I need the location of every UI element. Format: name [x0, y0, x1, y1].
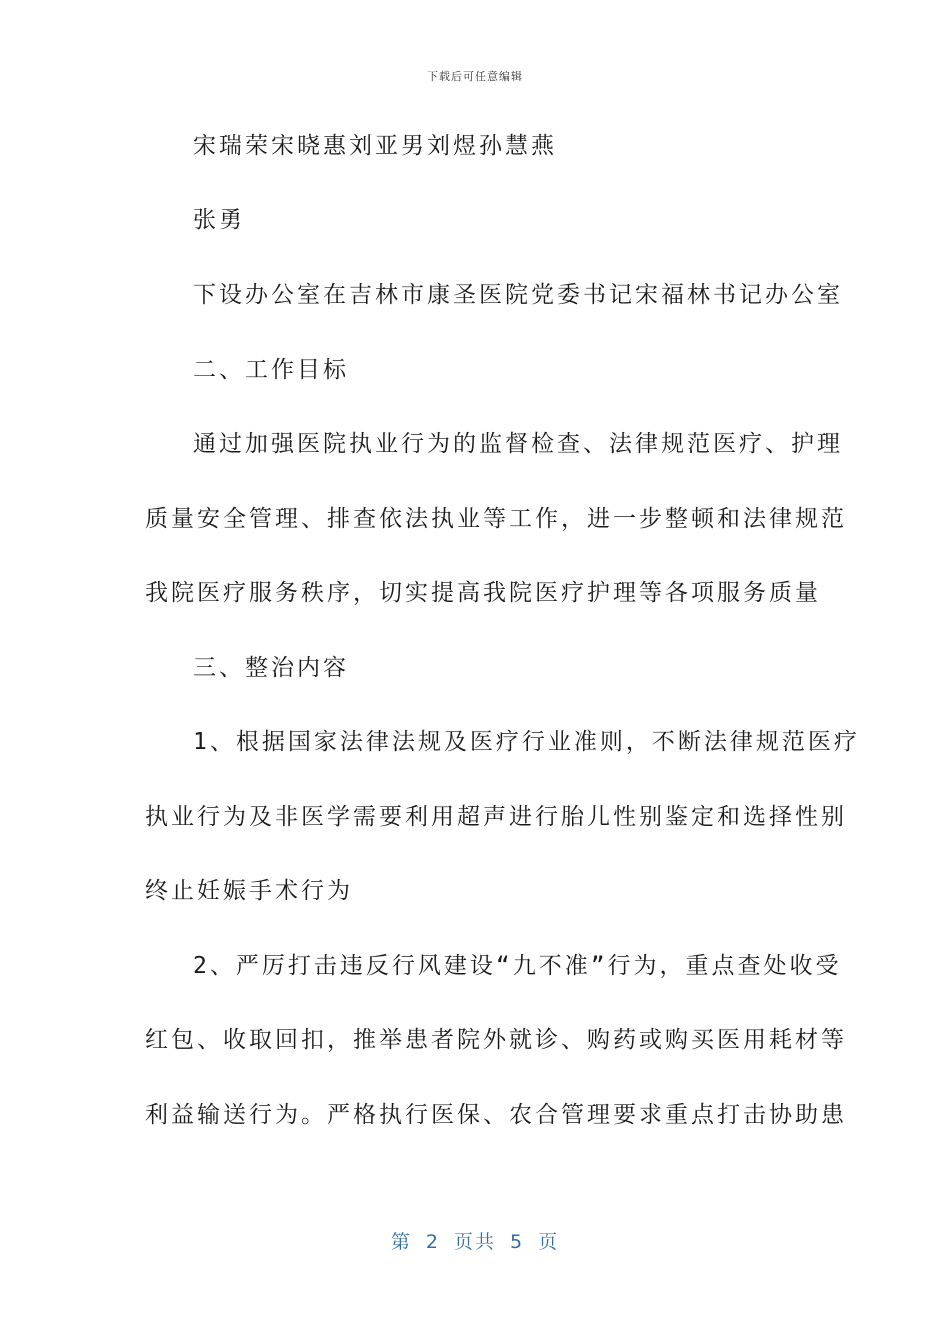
page-prefix: 第 [390, 1231, 412, 1253]
paragraph-line: 通过加强医院执业行为的监督检查、法律规范医疗、护理 [193, 431, 843, 457]
paragraph-line: 我院医疗服务秩序，切实提高我院医疗护理等各项服务质量 [145, 580, 821, 606]
paragraph-line: 终止妊娠手术行为 [145, 878, 353, 904]
paragraph-line: 红包、收取回扣，推举患者院外就诊、购药或购买医用耗材等 [145, 1027, 847, 1053]
page-mid: 页共 [453, 1231, 496, 1253]
paragraph-line: 质量安全管理、排查依法执业等工作，进一步整顿和法律规范 [145, 506, 847, 532]
paragraph-line: 宋瑞荣宋晓惠刘亚男刘煜孙慧燕 [193, 133, 557, 159]
paragraph-line: 下设办公室在吉林市康圣医院党委书记宋福林书记办公室 [193, 282, 843, 308]
section-heading: 二、工作目标 [193, 357, 349, 383]
header-note: 下载后可任意编辑 [427, 70, 523, 83]
paragraph-line: 2、严厉打击违反行风建设“九不准”行为，重点查处收受 [193, 953, 842, 979]
paragraph-line: 执业行为及非医学需要利用超声进行胎儿性别鉴定和选择性别 [145, 804, 847, 830]
page-suffix: 页 [538, 1231, 560, 1253]
paragraph-line: 1、根据国家法律法规及医疗行业准则，不断法律规范医疗 [193, 729, 860, 755]
paragraph-line: 张勇 [193, 207, 245, 233]
page-footer [0, 1227, 950, 1254]
paragraph-line: 利益输送行为。严格执行医保、农合管理要求重点打击协助患 [145, 1102, 847, 1128]
current-page-number: 2 [425, 1231, 440, 1253]
total-pages-number: 5 [510, 1231, 525, 1253]
section-heading: 三、整治内容 [193, 655, 349, 681]
